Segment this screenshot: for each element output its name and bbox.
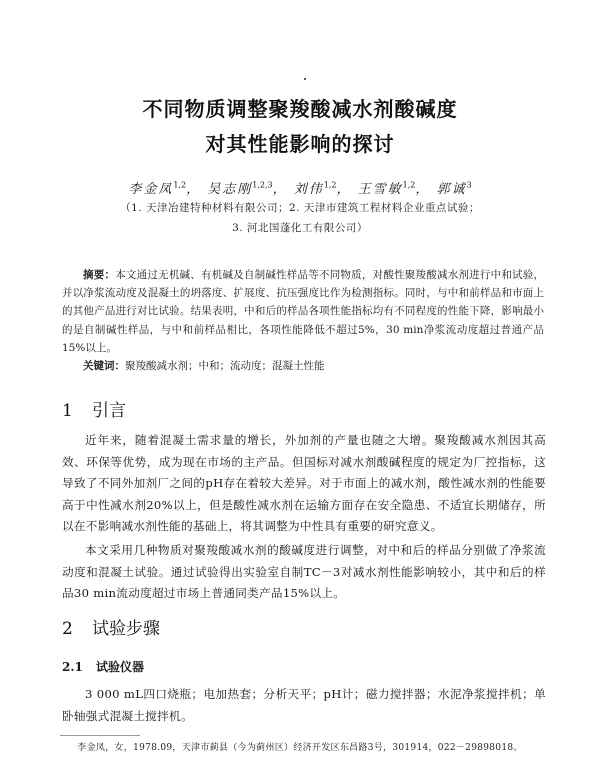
- subsection-title: 试验仪器: [96, 660, 145, 674]
- body-paragraph: 3 000 mL四口烧瓶；电加热套；分析天平；pH计；磁力搅拌器；水泥净浆搅拌机；单卧轴强式混凝土搅拌机。: [62, 687, 546, 723]
- section-number: 1: [62, 401, 73, 421]
- body-paragraph: 本文采用几种物质对聚羧酸减水剂的酸碱度进行调整，对中和后的样品分别做了净浆流动度和混凝土试验。通过试验得出实验室自制TC－3对减水剂性能影响较小，其中和后的样品30 min流动度超过市场上普通同类产品15%以上。: [62, 543, 546, 601]
- keywords-text: 聚羧酸减水剂；中和；流动度；混凝土性能: [125, 360, 325, 372]
- author-separator: ，: [415, 182, 431, 197]
- affiliation-line2: 3. 河北国蓬化工有限公司）: [232, 222, 368, 234]
- section-number: 2: [62, 619, 73, 639]
- author-footnote: 李金凤，女，1978.09，天津市蓟县（今为蓟州区）经济开发区东昌路3号，301914，022－29898018。: [77, 743, 523, 753]
- author-name: 吴志刚: [207, 182, 253, 197]
- section-heading-introduction: [62, 396, 126, 421]
- abstract-text: 本文通过无机碱、有机碱及自制碱性样品等不同物质，对酸性聚羧酸减水剂进行中和试验，并以净浆流动度及混凝土的坍落度、扩展度、抗压强度比作为检测指标。同时，与中和前样品和市面上的其他产品进行对比试验。结果表明，中和后的样品各项性能指标均有不同程度的性能下降，影响最小的是自制碱性样品，与中和前样品相比，各项性能降低不超过5%，30 min净浆流动度超过普通产品15%以上。: [62, 269, 545, 354]
- author-affiliation-mark: 1,2,3: [252, 180, 273, 190]
- footnote-divider: [60, 735, 140, 736]
- author-separator: ，: [272, 182, 288, 197]
- paper-title-line1: 不同物质调整聚羧酸减水剂酸碱度: [142, 97, 458, 121]
- keywords-label: 关键词：: [83, 360, 125, 372]
- abstract-label: 摘要：: [83, 269, 116, 281]
- paper-title-line2: 对其性能影响的探讨: [205, 132, 395, 156]
- author-separator: ，: [186, 182, 202, 197]
- author-affiliation-mark: 3: [466, 180, 472, 190]
- author-name: 王雪敏: [357, 182, 403, 197]
- affiliation-line1: （1. 天津冶建特种材料有限公司；2. 天津市建筑工程材料企业重点试验；: [120, 202, 480, 214]
- subsection-heading-instruments: [62, 658, 144, 675]
- abstract: [62, 266, 544, 357]
- author-affiliation-mark: 1,2: [323, 180, 337, 190]
- author-separator: ，: [336, 182, 352, 197]
- section-title: 引言: [92, 401, 126, 421]
- author-name: 李金凤: [128, 182, 174, 197]
- subsection-number: 2.1: [62, 660, 83, 674]
- author-affiliation-mark: 1,2: [173, 180, 187, 190]
- decorative-dot: [304, 78, 306, 80]
- body-paragraph: 近年来，随着混凝土需求量的增长，外加剂的产量也随之大增。聚羧酸减水剂因其高效、环保等优势，成为现在市场的主产品。但国标对减水剂酸碱程度的规定为厂控指标，这导致了不同外加剂厂之间的pH存在着较大差异。对于市面上的减水剂，酸性减水剂的性能要高于中性减水剂20%以上，但是酸性减水剂在运输方面存在安全隐患、不适宜长期储存，所以在不影响减水剂性能的基础上，将其调整为中性具有重要的研究意义。: [62, 433, 546, 534]
- section-title: 试验步骤: [92, 619, 160, 639]
- keywords: [83, 358, 543, 373]
- author-affiliation-mark: 1,2: [402, 180, 416, 190]
- author-name: 刘伟: [293, 182, 324, 197]
- author-name: 郭诚: [436, 182, 467, 197]
- author-list: [0, 178, 600, 197]
- section-heading-procedure: [62, 614, 160, 639]
